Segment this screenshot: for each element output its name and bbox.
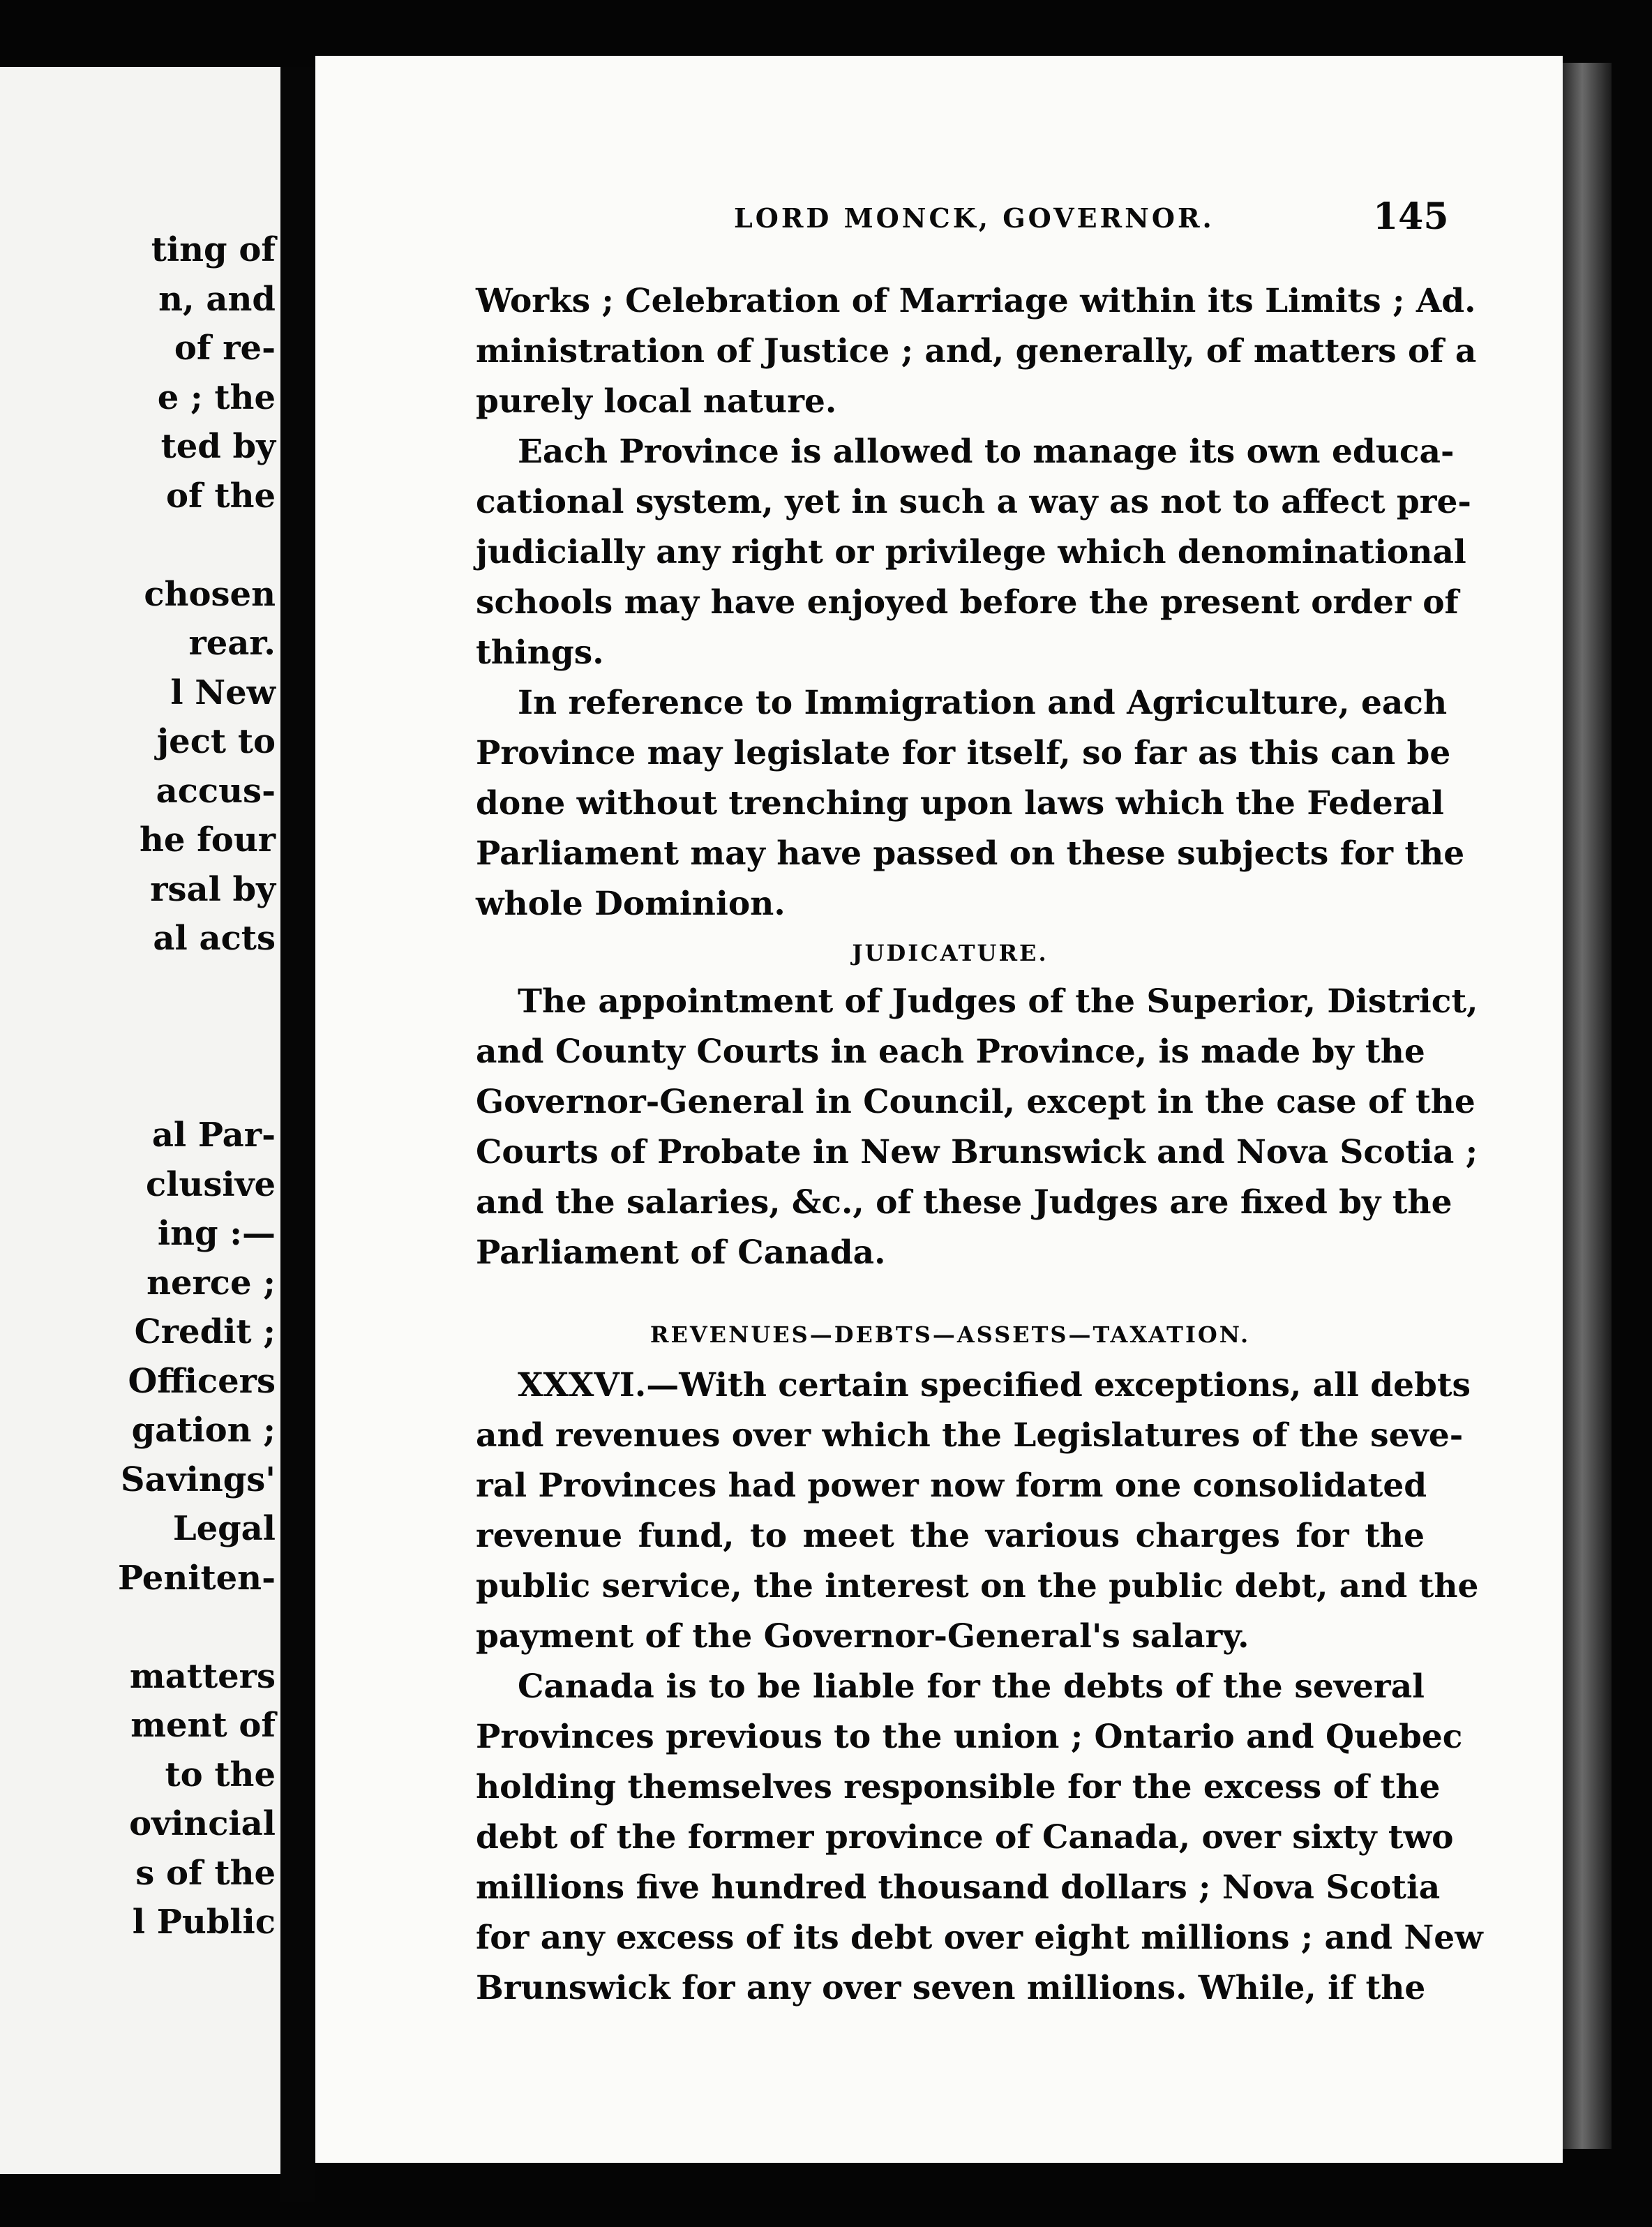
- facing-page-line: he four: [140, 820, 276, 860]
- text-line: things.: [476, 633, 604, 672]
- running-head-title: LORD MONCK, GOVERNOR.: [734, 202, 1215, 234]
- facing-page-line: Legal: [172, 1509, 276, 1548]
- facing-page-line: e ; the: [157, 378, 276, 417]
- facing-page-line: of the: [166, 477, 276, 516]
- text-line: debt of the former province of Canada, over sixty two: [476, 1818, 1454, 1857]
- facing-page-line: nerce ;: [147, 1264, 276, 1303]
- facing-page-line: s of the: [135, 1854, 276, 1893]
- book-page: [315, 56, 1563, 2163]
- text-line: Parliament of Canada.: [476, 1234, 886, 1272]
- facing-page-line: rsal by: [150, 870, 276, 909]
- facing-page-line: Savings': [120, 1460, 276, 1499]
- text-line: Courts of Probate in New Brunswick and Nova Scotia ;: [476, 1133, 1478, 1171]
- text-line: Canada is to be liable for the debts of the several: [518, 1667, 1425, 1706]
- facing-page-line: ment of: [130, 1706, 276, 1745]
- text-line: whole Dominion.: [476, 885, 786, 923]
- facing-page-line: matters: [129, 1657, 276, 1696]
- book-gutter: [280, 67, 315, 2202]
- text-line: for any excess of its debt over eight millions ; and New: [476, 1919, 1483, 1957]
- facing-page-line: al Par-: [151, 1116, 276, 1155]
- text-line: revenue fund, to meet the various charges for the: [476, 1517, 1425, 1555]
- facing-page-line: ing :—: [157, 1214, 276, 1253]
- text-line: Each Province is allowed to manage its own educa-: [518, 433, 1455, 471]
- facing-page-line: accus-: [156, 772, 276, 811]
- text-line: and the salaries, &c., of these Judges are fixed by the: [476, 1183, 1452, 1222]
- text-line: Province may legislate for itself, so far as this can be: [476, 734, 1451, 772]
- facing-page-line: ovincial: [129, 1804, 276, 1843]
- text-line: Works ; Celebration of Marriage within its Limits ; Ad.: [476, 282, 1476, 320]
- section-heading: REVENUES—DEBTS—ASSETS—TAXATION.: [649, 1321, 1251, 1348]
- running-head: [315, 195, 1563, 244]
- text-line: Governor-General in Council, except in the case of the: [476, 1083, 1475, 1121]
- text-line: The appointment of Judges of the Superior, District,: [518, 982, 1478, 1021]
- text-line: Brunswick for any over seven millions. While, if the: [476, 1969, 1426, 2007]
- text-line: purely local nature.: [476, 382, 837, 421]
- facing-page-line: Officers: [128, 1362, 276, 1401]
- facing-page: [0, 67, 280, 2174]
- facing-page-line: ject to: [156, 722, 276, 761]
- text-line: Provinces previous to the union ; Ontario and Quebec: [476, 1718, 1463, 1756]
- text-line: schools may have enjoyed before the present order of: [476, 583, 1459, 622]
- facing-page-line: Credit ;: [134, 1312, 276, 1351]
- facing-page-line: ted by: [160, 427, 276, 466]
- facing-page-line: chosen: [144, 575, 276, 614]
- text-line: Parliament may have passed on these subjects for the: [476, 834, 1465, 873]
- text-line: done without trenching upon laws which the Federal: [476, 784, 1444, 823]
- book-edge: [1563, 63, 1612, 2149]
- page-number: 145: [1373, 195, 1449, 238]
- text-line: ministration of Justice ; and, generally, of matters of a: [476, 332, 1477, 370]
- text-line: holding themselves responsible for the excess of the: [476, 1768, 1441, 1806]
- text-line: millions five hundred thousand dollars ; Nova Scotia: [476, 1868, 1441, 1907]
- section-heading: JUDICATURE.: [852, 940, 1049, 966]
- text-line: public service, the interest on the public debt, and the: [476, 1567, 1479, 1605]
- facing-page-line: of re-: [174, 329, 276, 368]
- facing-page-line: n, and: [158, 280, 276, 319]
- text-line: judicially any right or privilege which denominational: [476, 533, 1466, 571]
- text-line: payment of the Governor-General's salary.: [476, 1617, 1249, 1656]
- facing-page-line: Peniten-: [117, 1559, 276, 1598]
- facing-page-line: l New: [170, 673, 276, 712]
- text-line: cational system, yet in such a way as not to affect pre-: [476, 483, 1471, 521]
- text-line: In reference to Immigration and Agriculture, each: [518, 684, 1448, 722]
- text-line: XXXVI.—With certain specified exceptions, all debts: [518, 1366, 1471, 1404]
- facing-page-line: al acts: [153, 919, 276, 958]
- facing-page-line: gation ;: [131, 1411, 276, 1450]
- facing-page-line: l Public: [132, 1903, 276, 1942]
- text-line: ral Provinces had power now form one consolidated: [476, 1467, 1427, 1505]
- text-line: and revenues over which the Legislatures of the seve-: [476, 1416, 1464, 1455]
- facing-page-line: ting of: [151, 230, 276, 269]
- text-line: and County Courts in each Province, is made by the: [476, 1033, 1425, 1071]
- facing-page-line: rear.: [188, 624, 276, 663]
- facing-page-line: to the: [165, 1755, 276, 1794]
- facing-page-line: clusive: [145, 1165, 276, 1204]
